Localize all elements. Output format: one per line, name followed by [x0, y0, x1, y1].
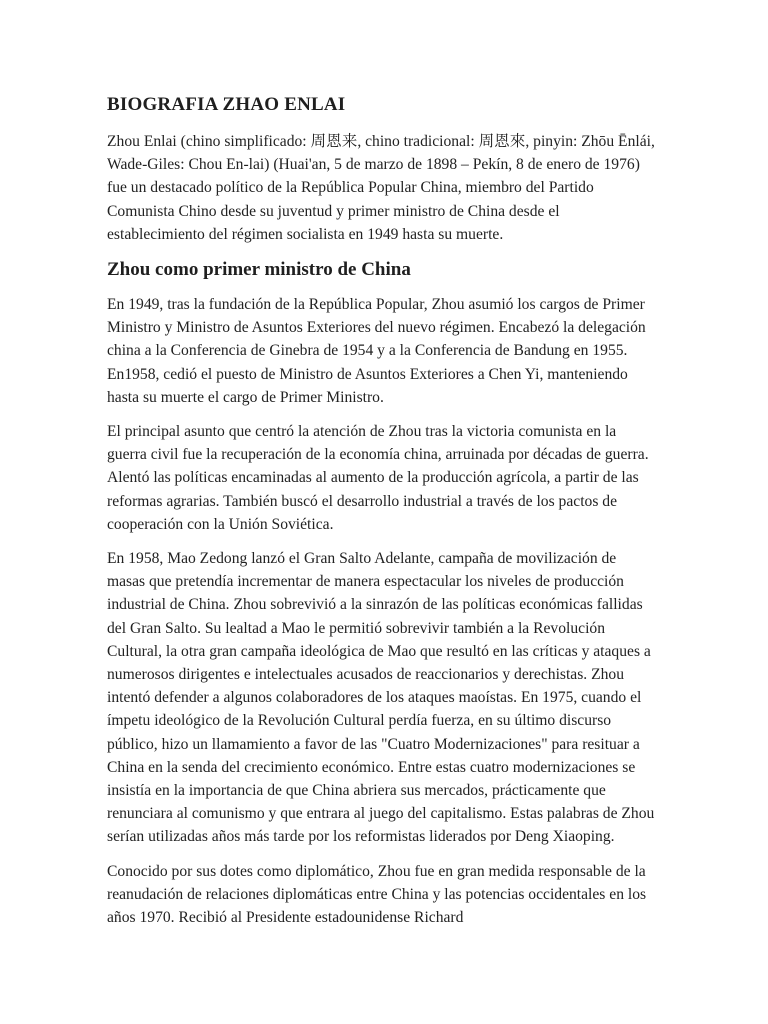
document-title: BIOGRAFIA ZHAO ENLAI	[107, 94, 346, 115]
body-paragraph-1: En 1949, tras la fundación de la República Popular, Zhou asumió los cargos de Primer Ministro y Ministro de Asuntos Exteriores del nuevo régimen. Encabezó la delegación china a la Conferencia de Ginebra de 1954 y a la Conferencia de Bandung en 1955. En1958, cedió el puesto de Ministro de Asuntos Exteriores a Chen Yi, manteniendo hasta su muerte el cargo de Primer Ministro.	[107, 296, 646, 406]
body-paragraph-2: El principal asunto que centró la atención de Zhou tras la victoria comunista en la guerra civil fue la recuperación de la economía china, arruinada por décadas de guerra. Alentó las políticas encaminadas al aumento de la producción agrícola, a partir de las reformas agrarias. También buscó el desarrollo industrial a través de los pactos de cooperación con la Unión Soviética.	[107, 423, 649, 533]
body-paragraph-3: En 1958, Mao Zedong lanzó el Gran Salto Adelante, campaña de movilización de masas que pretendía incrementar de manera espectacular los niveles de producción industrial de China. Zhou sobrevivió a la sinrazón de las políticas económicas fallidas del Gran Salto. Su lealtad a Mao le permitió sobrevivir también a la Revolución Cultural, la otra gran campaña ideológica de Mao que resultó en las críticas y ataques a numerosos dirigentes e intelectuales acusados de reaccionarios y derechistas. Zhou intentó defender a algunos colaboradores de los ataques maoístas. En 1975, cuando el ímpetu ideológico de la Revolución Cultural perdía fuerza, en su último discurso público, hizo un llamamiento a favor de las "Cuatro Modernizaciones" para resituar a China en la senda del crecimiento económico. Entre estas cuatro modernizaciones se insistía en la importancia de que China abriera sus mercados, prácticamente que renunciara al comunismo y que entrara al juego del capitalismo. Estas palabras de Zhou serían utilizadas años más tarde por los reformistas liderados por Deng Xiaoping.	[107, 550, 655, 846]
body-paragraph-4: Conocido por sus dotes como diplomático, Zhou fue en gran medida responsable de la reanudación de relaciones diplomáticas entre China y las potencias occidentales en los años 1970. Recibió al Presidente estadounidense Richard	[107, 862, 647, 927]
section-title: Zhou como primer ministro de China	[107, 259, 411, 281]
intro-paragraph: Zhou Enlai (chino simplificado: 周恩来, chino tradicional: 周恩來, pinyin: Zhōu Ēnlái, Wade-Giles: Chou En-lai) (Huai'an, 5 de marzo de 1898 – Pekín, 8 de enero de 1976) fue un destacado político de la República Popular China, miembro del Partido Comunista Chino desde su juventud y primer ministro de China desde el establecimiento del régimen socialista en 1949 hasta su muerte.	[107, 133, 655, 243]
